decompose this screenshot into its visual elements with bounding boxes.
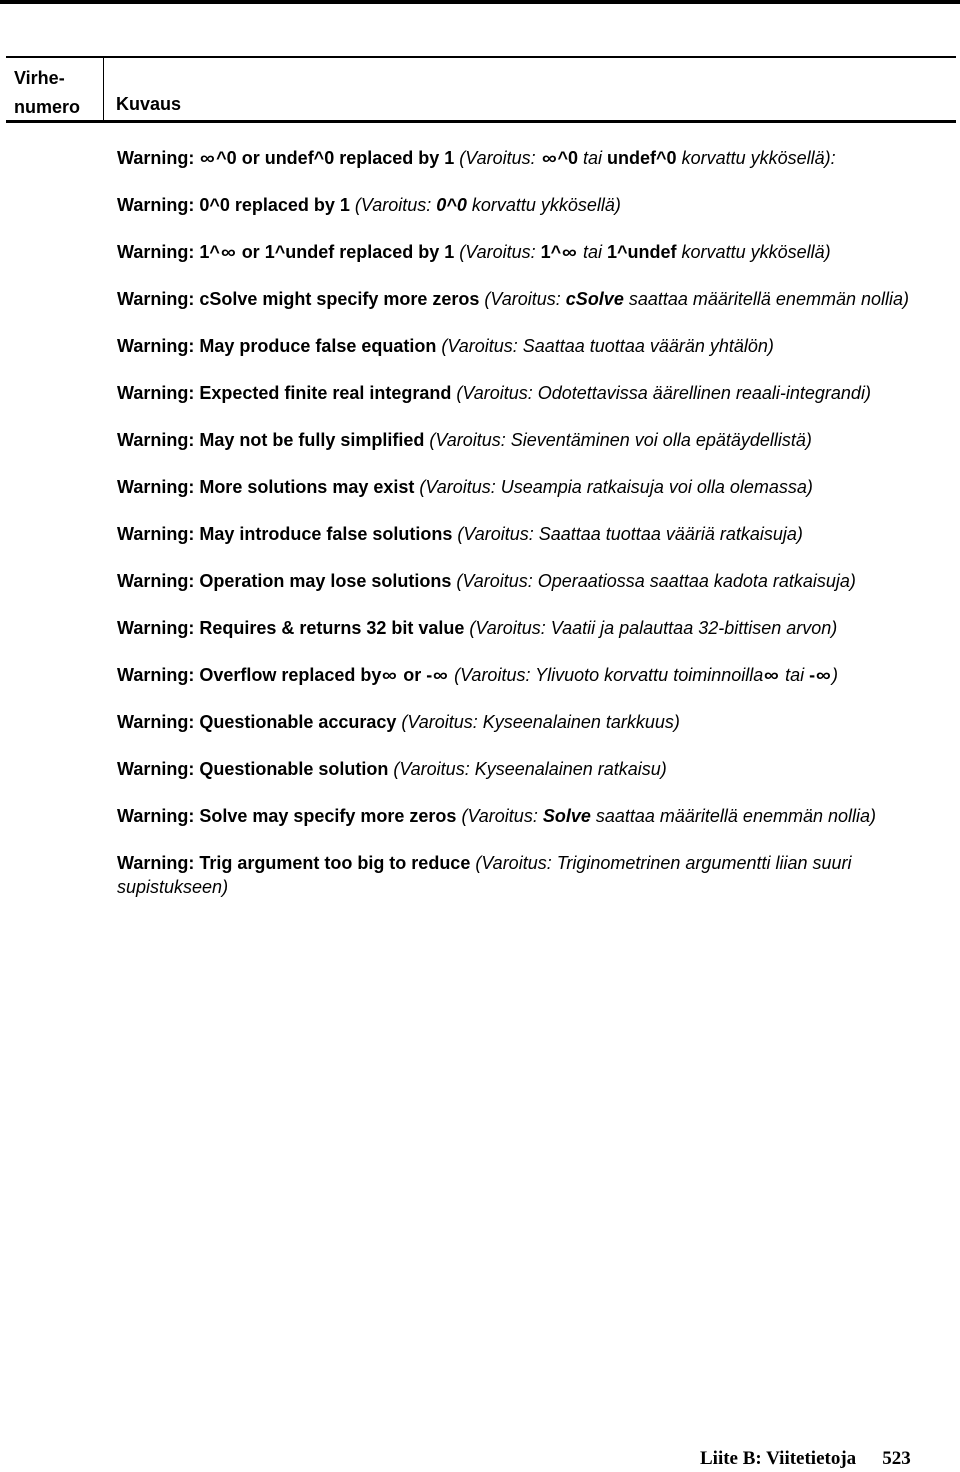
warning-text-run: (Varoitus:	[479, 289, 566, 309]
warning-text-run: (Varoitus: Ylivuoto korvattu toiminnoilla	[449, 665, 764, 685]
warning-text-run: (Varoitus: Saattaa tuottaa väärän yhtälön)	[436, 336, 774, 356]
warning-entry	[117, 710, 947, 734]
warning-text-run: 0^0	[436, 195, 467, 215]
warning-text-run: (Varoitus:	[454, 148, 541, 168]
warning-text-run: (Varoitus: Vaatii ja palauttaa 32-bittisen arvon)	[464, 618, 838, 638]
warning-entry	[117, 569, 947, 593]
warning-text-run: Solve	[542, 806, 591, 826]
warning-text-run: Warning: Expected finite real integrand	[117, 383, 452, 403]
table-header-bottom-rule	[6, 120, 956, 123]
warning-text-run: Warning: Operation may lose solutions	[117, 571, 452, 591]
warning-entry	[117, 428, 947, 452]
warning-text-run: -	[426, 665, 433, 685]
warning-entry	[117, 475, 947, 499]
infinity-icon: ∞	[382, 665, 398, 685]
infinity-icon: ∞	[433, 665, 449, 685]
warning-entry	[117, 522, 947, 546]
infinity-icon: ∞	[541, 148, 557, 168]
warning-entry	[117, 616, 947, 640]
warning-entry	[117, 146, 947, 170]
warning-text-run: Warning: Questionable solution	[117, 759, 389, 779]
infinity-icon: ∞	[764, 665, 780, 685]
warning-text-run: Warning: Overflow replaced by	[117, 665, 382, 685]
warning-text-run: (Varoitus: Operaatiossa saattaa kadota ratkaisuja)	[451, 571, 856, 591]
warning-text-run: Warning: May not be fully simplified	[117, 430, 425, 450]
warning-text-run: tai	[578, 242, 608, 262]
page-footer	[700, 1448, 911, 1470]
table-header-top-rule	[6, 56, 956, 58]
warning-entry	[117, 804, 947, 828]
infinity-icon: ∞	[220, 242, 236, 262]
warning-text-run: -	[809, 665, 816, 685]
warning-text-run: (Varoitus: Triginometrinen argumentti liian suuri supistukseen)	[117, 853, 852, 897]
warning-text-run: saattaa määritellä enemmän nollia)	[623, 289, 909, 309]
warning-text-run: undef^0	[607, 148, 677, 168]
warning-text-run: or	[398, 665, 427, 685]
warning-text-run: Warning: Solve may specify more zeros	[117, 806, 457, 826]
warning-text-run: Warning: More solutions may exist	[117, 477, 415, 497]
warning-entry	[117, 757, 947, 781]
column-header-description: Kuvaus	[116, 94, 182, 114]
warning-entry	[117, 381, 947, 405]
infinity-icon: ∞	[816, 665, 831, 685]
warning-text-run: Warning: 0^0 replaced by 1	[117, 195, 350, 215]
warning-entry	[117, 193, 947, 217]
warning-text-run: (Varoitus: Saattaa tuottaa vääriä ratkaisuja)	[452, 524, 803, 544]
column-header-line2: numero	[14, 97, 81, 117]
warning-list	[117, 146, 947, 922]
warning-text-run: (Varoitus: Odotettavissa äärellinen reaali-integrandi)	[451, 383, 871, 403]
warning-text-run: (Varoitus:	[456, 806, 543, 826]
page-top-rule	[0, 0, 960, 4]
warning-text-run: korvattu ykkösellä)	[676, 242, 831, 262]
infinity-icon: ∞	[562, 242, 577, 262]
warning-text-run: 1^undef	[607, 242, 677, 262]
warning-entry	[117, 851, 947, 899]
warning-text-run: Warning: Requires & returns 32 bit value	[117, 618, 465, 638]
warning-text-run: )	[831, 665, 838, 685]
warning-text-run: (Varoitus: Sieventäminen voi olla epätäydellistä)	[424, 430, 812, 450]
column-header-error-number	[14, 64, 80, 122]
warning-text-run: tai	[780, 665, 810, 685]
warning-text-run: ^0 or undef^0 replaced by 1	[216, 148, 455, 168]
warning-text-run: (Varoitus: Kyseenalainen ratkaisu)	[388, 759, 667, 779]
header-column-divider	[103, 58, 104, 121]
warning-text-run: Warning: May introduce false solutions	[117, 524, 453, 544]
warning-text-run: 1^	[540, 242, 562, 262]
warning-text-run: (Varoitus:	[349, 195, 437, 215]
warning-text-run: tai	[578, 148, 608, 168]
warning-entry	[117, 287, 947, 311]
warning-text-run: (Varoitus: Useampia ratkaisuja voi olla olemassa)	[414, 477, 813, 497]
infinity-icon: ∞	[200, 148, 216, 168]
page-number: 523	[882, 1448, 911, 1469]
warning-text-run: Warning: Questionable accuracy	[117, 712, 397, 732]
warning-text-run: (Varoitus: Kyseenalainen tarkkuus)	[396, 712, 680, 732]
warning-text-run: cSolve	[565, 289, 624, 309]
warning-entry	[117, 663, 947, 687]
warning-text-run: Warning: 1^	[117, 242, 220, 262]
warning-text-run: korvattu ykkösellä):	[676, 148, 836, 168]
footer-section-title: Liite B: Viitetietoja	[700, 1448, 857, 1469]
warning-entry	[117, 240, 947, 264]
warning-text-run: Warning: Trig argument too big to reduce	[117, 853, 471, 873]
warning-text-run: ^0	[557, 148, 579, 168]
warning-text-run: saattaa määritellä enemmän nollia)	[590, 806, 877, 826]
column-header-line1: Virhe-	[14, 68, 65, 88]
warning-text-run: Warning: cSolve might specify more zeros	[117, 289, 480, 309]
warning-text-run: Warning: May produce false equation	[117, 336, 437, 356]
warning-text-run: Warning:	[117, 148, 200, 168]
warning-text-run: korvattu ykkösellä)	[466, 195, 621, 215]
warning-entry	[117, 334, 947, 358]
warning-text-run: or 1^undef replaced by 1	[236, 242, 455, 262]
warning-text-run: (Varoitus:	[454, 242, 541, 262]
